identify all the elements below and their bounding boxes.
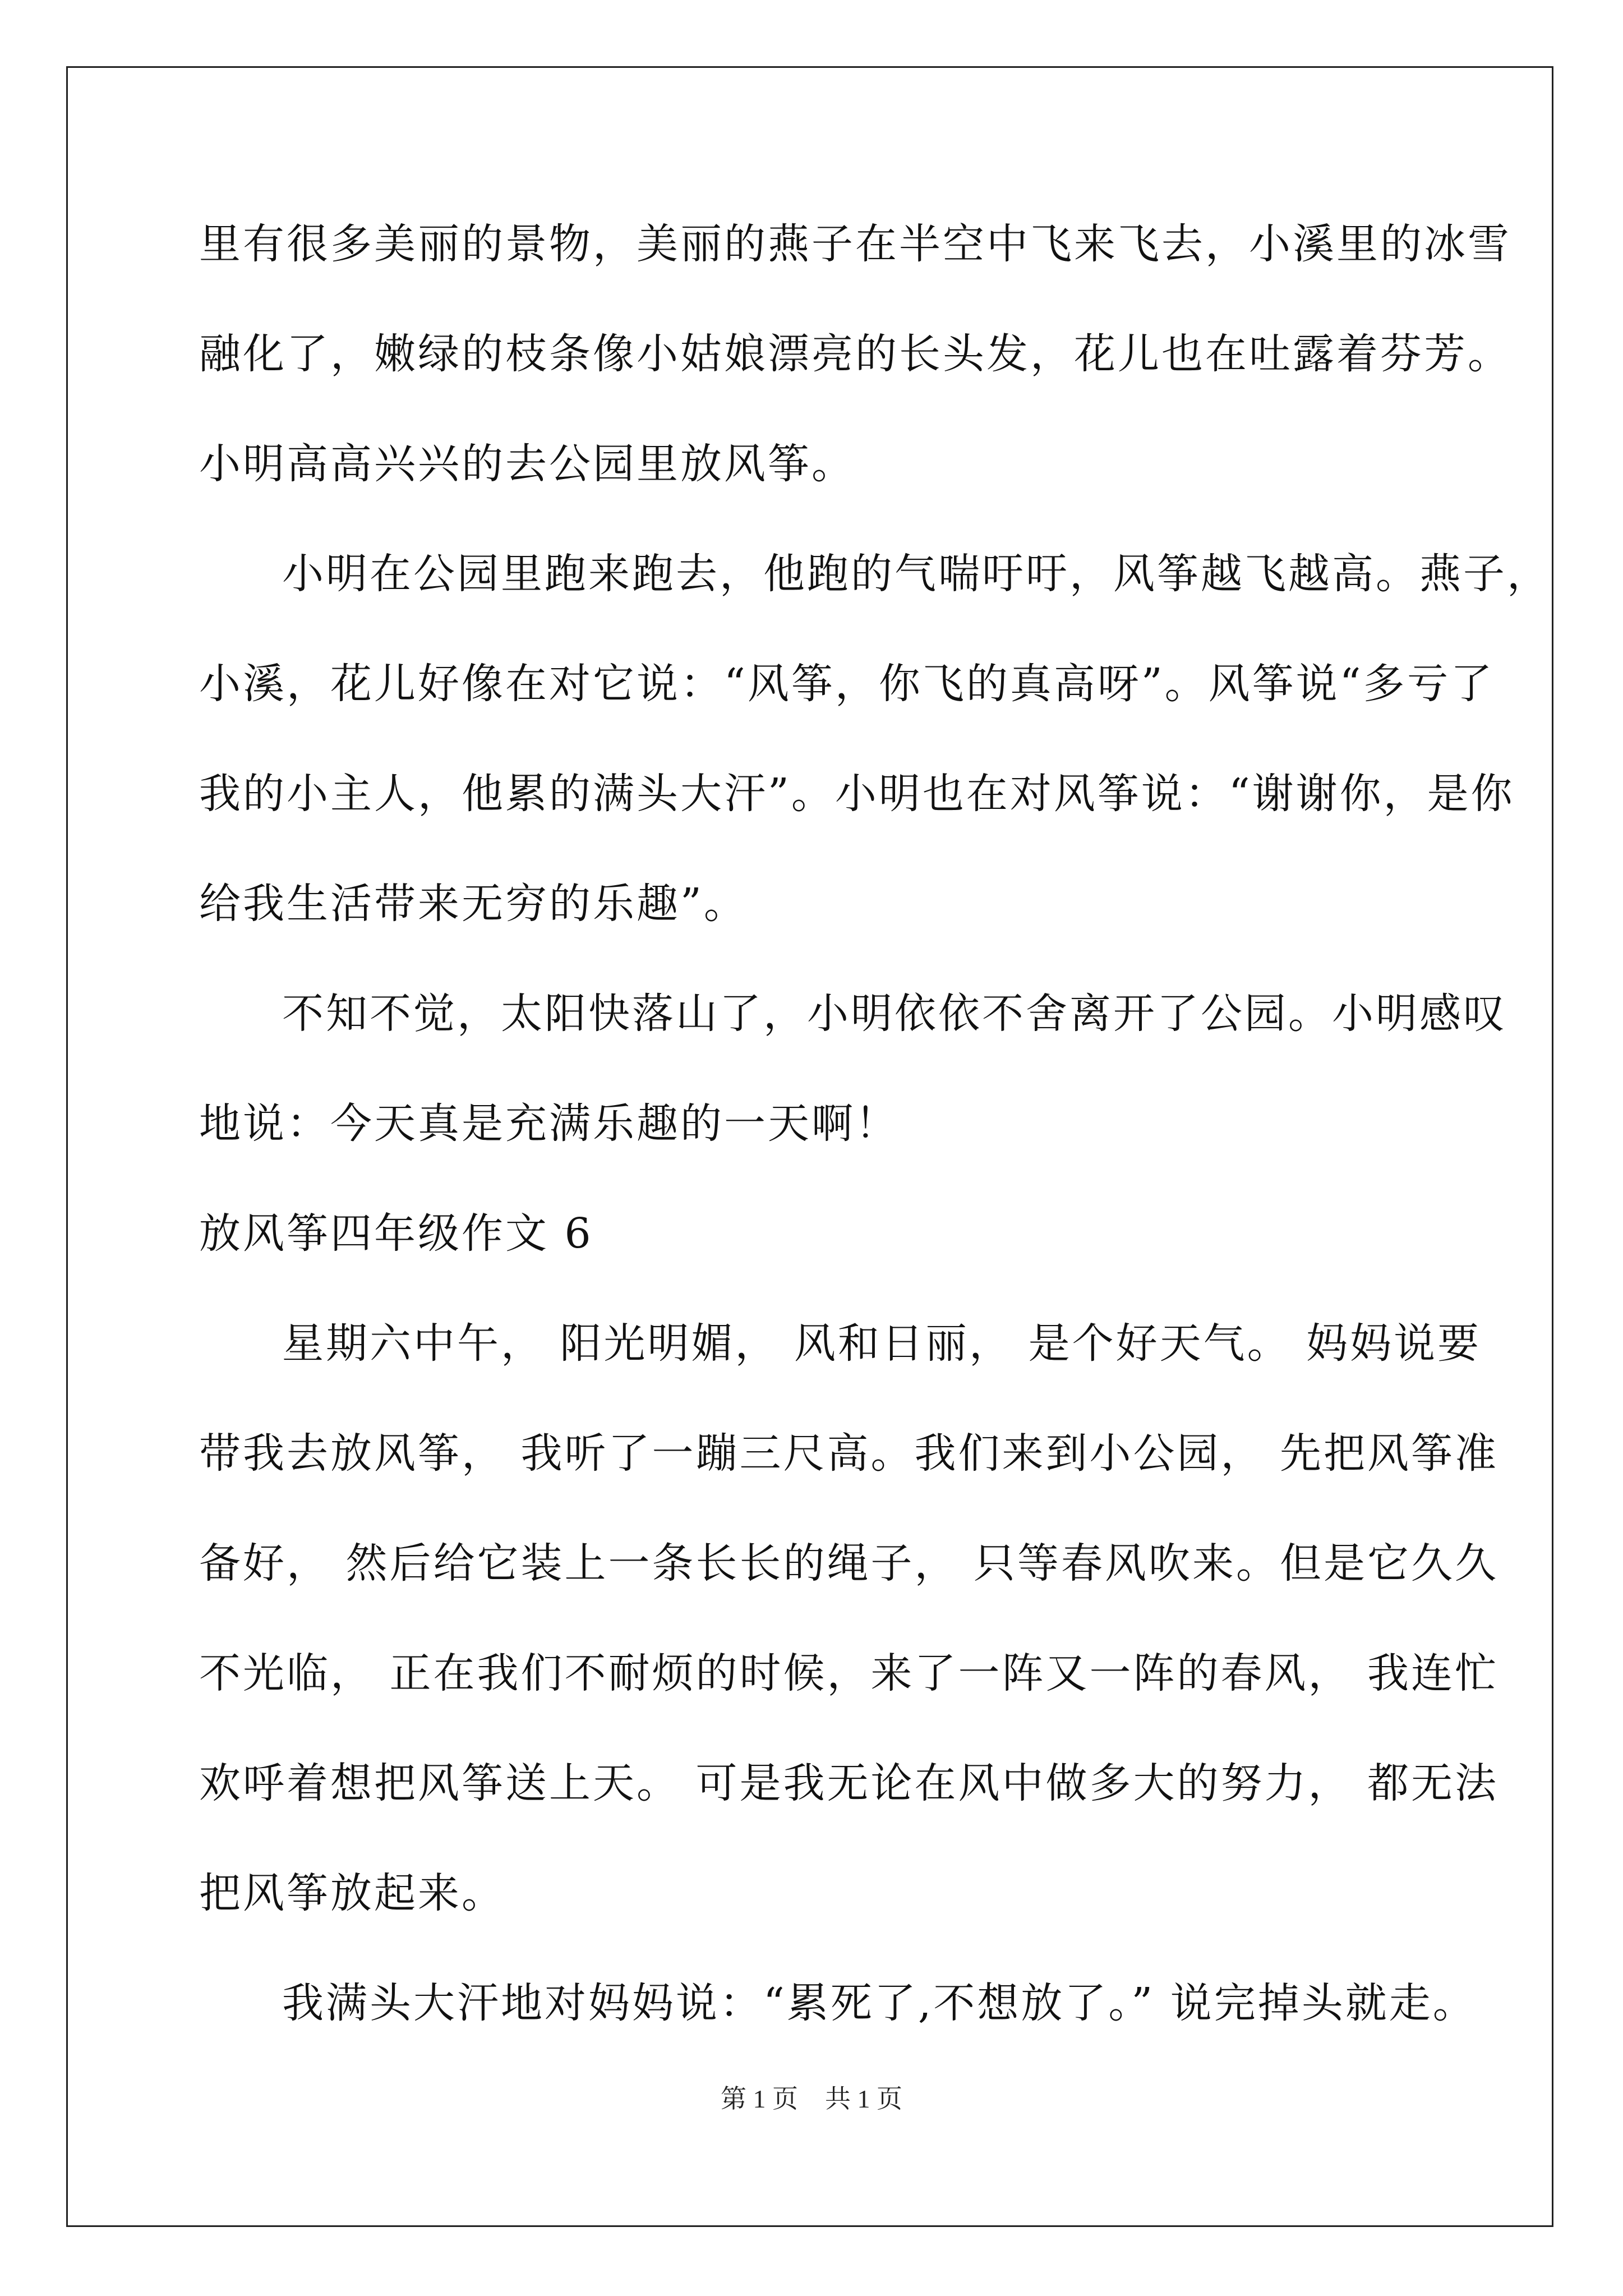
- text-line: 不光临， 正在我们不耐烦的时候，来了一阵又一阵的春风， 我连忙: [199, 1649, 1499, 1697]
- paragraph-start-line: 不知不觉，太阳快落山了，小明依依不舍离开了公园。小明感叹: [282, 990, 1507, 1038]
- page-number: 第 1 页: [721, 2085, 798, 2113]
- text-line: 地说：今天真是充满乐趣的一天啊！: [199, 1099, 899, 1148]
- page-total: 共 1 页: [825, 2085, 902, 2113]
- text-line: 带我去放风筝， 我听了一蹦三尺高。我们来到小公园， 先把风筝准: [199, 1429, 1499, 1478]
- text-line: 小明高高兴兴的去公园里放风筝。: [199, 440, 855, 488]
- paragraph-start-line: 小明在公园里跑来跑去，他跑的气喘吁吁，风筝越飞越高。燕子，: [282, 550, 1551, 598]
- text-line: 我的小主人，他累的满头大汗”。小明也在对风筝说：“谢谢你，是你: [199, 770, 1515, 818]
- text-line: 把风筝放起来。: [199, 1869, 505, 1917]
- page-footer: [0, 2082, 1623, 2116]
- text-line: 给我生活带来无穷的乐趣”。: [199, 880, 748, 928]
- text-line: 欢呼着想把风筝送上天。 可是我无论在风中做多大的努力， 都无法: [199, 1759, 1499, 1807]
- text-line: 融化了，嫩绿的枝条像小姑娘漂亮的长头发，花儿也在吐露着芬芳。: [199, 330, 1511, 378]
- section-heading: 放风筝四年级作文 6: [199, 1209, 593, 1258]
- paragraph-start-line: 星期六中午， 阳光明媚， 风和日丽， 是个好天气。 妈妈说要: [282, 1319, 1482, 1368]
- text-line: 小溪，花儿好像在对它说：“风筝，你飞的真高呀”。风筝说“多亏了: [199, 660, 1495, 708]
- text-line: 里有很多美丽的景物，美丽的燕子在半空中飞来飞去，小溪里的冰雪: [199, 220, 1511, 268]
- paragraph-start-line: 我满头大汗地对妈妈说：“累死了,不想放了。” 说完掉头就走。: [282, 1979, 1477, 2027]
- text-line: 备好， 然后给它装上一条长长的绳子， 只等春风吹来。但是它久久: [199, 1539, 1499, 1588]
